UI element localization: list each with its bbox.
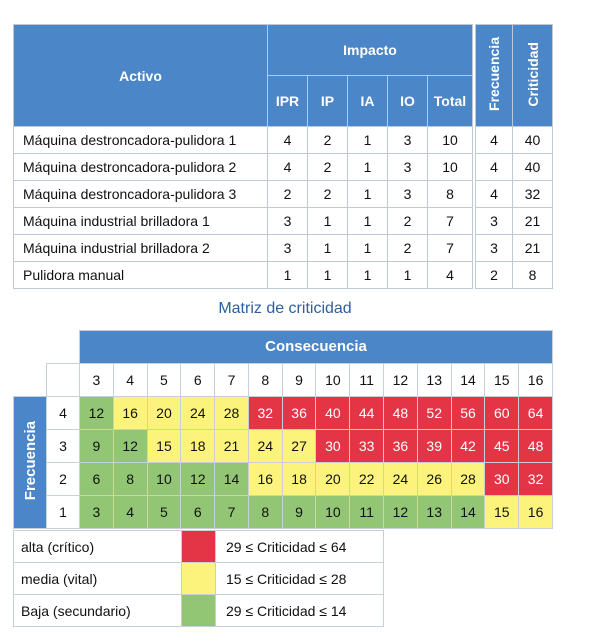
matrix-cell: 26 xyxy=(417,462,451,495)
matrix-row xyxy=(14,396,553,429)
cell-criticidad: 32 xyxy=(513,181,553,208)
table-row xyxy=(14,235,553,262)
matrix-corner-4 xyxy=(47,363,80,396)
cell-io: 1 xyxy=(388,262,428,289)
matrix-cell: 20 xyxy=(147,396,181,429)
asset-name: Máquina destroncadora-pulidora 1 xyxy=(14,127,268,154)
frecuencia-axis-text: Frecuencia xyxy=(21,420,39,501)
asset-name: Pulidora manual xyxy=(14,262,268,289)
matrix-cell: 33 xyxy=(350,429,384,462)
legend-label: Baja (secundario) xyxy=(14,595,182,627)
cell-ia: 1 xyxy=(348,181,388,208)
cell-criticidad: 21 xyxy=(513,235,553,262)
matrix-cell: 10 xyxy=(147,462,181,495)
cell-frecuencia: 2 xyxy=(476,262,513,289)
legend-swatch xyxy=(182,563,216,595)
matrix-cell: 52 xyxy=(417,396,451,429)
frecuencia-header xyxy=(476,25,513,127)
matrix-cell: 24 xyxy=(248,429,282,462)
cell-ip: 1 xyxy=(308,208,348,235)
matrix-cell: 16 xyxy=(113,396,147,429)
matrix-cell: 18 xyxy=(181,429,215,462)
cell-frecuencia: 3 xyxy=(476,235,513,262)
consequence-value: 3 xyxy=(80,363,114,396)
matrix-cell: 4 xyxy=(113,495,147,528)
consequence-value: 10 xyxy=(316,363,350,396)
matrix-cell: 11 xyxy=(350,495,384,528)
ipr-header: IPR xyxy=(268,76,308,127)
consequence-value: 16 xyxy=(519,363,553,396)
consequence-value: 5 xyxy=(147,363,181,396)
asset-name: Máquina industrial brilladora 2 xyxy=(14,235,268,262)
matrix-cell: 9 xyxy=(80,429,114,462)
frecuencia-axis-label xyxy=(14,396,47,528)
asset-name: Máquina destroncadora-pulidora 3 xyxy=(14,181,268,208)
cell-frecuencia: 4 xyxy=(476,154,513,181)
matrix-row xyxy=(14,429,553,462)
matrix-cell: 18 xyxy=(282,462,316,495)
matrix-cell: 12 xyxy=(181,462,215,495)
cell-frecuencia: 4 xyxy=(476,127,513,154)
cell-total: 4 xyxy=(428,262,473,289)
matrix-cell: 15 xyxy=(485,495,519,528)
matrix-cell: 44 xyxy=(350,396,384,429)
matrix-cell: 14 xyxy=(215,462,249,495)
cell-io: 3 xyxy=(388,127,428,154)
cell-ip: 2 xyxy=(308,181,348,208)
asset-name: Máquina destroncadora-pulidora 2 xyxy=(14,154,268,181)
table-row xyxy=(14,127,553,154)
consequence-row xyxy=(14,363,553,396)
matrix-cell: 48 xyxy=(519,429,553,462)
cell-ia: 1 xyxy=(348,262,388,289)
matrix-cell: 12 xyxy=(80,396,114,429)
matrix-cell: 60 xyxy=(485,396,519,429)
matrix-cell: 12 xyxy=(113,429,147,462)
matrix-cell: 10 xyxy=(316,495,350,528)
cell-total: 7 xyxy=(428,208,473,235)
cell-ip: 1 xyxy=(308,262,348,289)
legend-range: 29 ≤ Criticidad ≤ 64 xyxy=(216,531,384,563)
matrix-cell: 24 xyxy=(181,396,215,429)
cell-criticidad: 8 xyxy=(513,262,553,289)
matrix-cell: 6 xyxy=(80,462,114,495)
consequence-value: 14 xyxy=(451,363,485,396)
consequence-value: 11 xyxy=(350,363,384,396)
matrix-cell: 15 xyxy=(147,429,181,462)
matrix-corner-3 xyxy=(14,363,47,396)
matrix-cell: 39 xyxy=(417,429,451,462)
legend-body xyxy=(14,531,384,627)
cell-total: 10 xyxy=(428,154,473,181)
matrix-cell: 13 xyxy=(417,495,451,528)
cell-io: 3 xyxy=(388,181,428,208)
matrix-cell: 32 xyxy=(248,396,282,429)
criticidad-header xyxy=(513,25,553,127)
cell-criticidad: 40 xyxy=(513,154,553,181)
criticidad-header-label: Criticidad xyxy=(524,41,541,107)
cell-total: 8 xyxy=(428,181,473,208)
legend-label: alta (crítico) xyxy=(14,531,182,563)
cell-io: 2 xyxy=(388,235,428,262)
criticality-matrix xyxy=(13,330,553,529)
cell-ipr: 2 xyxy=(268,181,308,208)
criticality-table-body xyxy=(14,127,553,289)
matrix-cell: 9 xyxy=(282,495,316,528)
cell-io: 2 xyxy=(388,208,428,235)
cell-ia: 1 xyxy=(348,154,388,181)
io-header: IO xyxy=(388,76,428,127)
matrix-cell: 28 xyxy=(451,462,485,495)
cell-io: 3 xyxy=(388,154,428,181)
cell-ipr: 4 xyxy=(268,127,308,154)
matrix-corner xyxy=(14,331,47,364)
impacto-header: Impacto xyxy=(268,25,473,76)
legend-range: 29 ≤ Criticidad ≤ 14 xyxy=(216,595,384,627)
frequency-value: 1 xyxy=(47,495,80,528)
cell-total: 10 xyxy=(428,127,473,154)
matrix-cell: 21 xyxy=(215,429,249,462)
consequence-value: 7 xyxy=(215,363,249,396)
matrix-cell: 40 xyxy=(316,396,350,429)
cell-ia: 1 xyxy=(348,208,388,235)
table-row xyxy=(14,262,553,289)
matrix-cell: 16 xyxy=(248,462,282,495)
cell-ia: 1 xyxy=(348,127,388,154)
matrix-cell: 56 xyxy=(451,396,485,429)
matrix-corner-2 xyxy=(47,331,80,364)
legend-range: 15 ≤ Criticidad ≤ 28 xyxy=(216,563,384,595)
matrix-cell: 36 xyxy=(282,396,316,429)
consequence-value: 15 xyxy=(485,363,519,396)
matrix-cell: 45 xyxy=(485,429,519,462)
legend-swatch xyxy=(182,531,216,563)
activo-header: Activo xyxy=(14,25,268,127)
cell-ia: 1 xyxy=(348,235,388,262)
consequence-value: 6 xyxy=(181,363,215,396)
legend-label: media (vital) xyxy=(14,563,182,595)
matrix-cell: 32 xyxy=(519,462,553,495)
matrix-cell: 12 xyxy=(384,495,418,528)
total-header: Total xyxy=(428,76,473,127)
consequence-value: 8 xyxy=(248,363,282,396)
asset-name: Máquina industrial brilladora 1 xyxy=(14,208,268,235)
matrix-cell: 28 xyxy=(215,396,249,429)
consequence-value: 12 xyxy=(384,363,418,396)
criticality-legend xyxy=(13,530,384,627)
consequence-value: 9 xyxy=(282,363,316,396)
frecuencia-header-label: Frecuencia xyxy=(486,37,502,111)
matrix-cell: 8 xyxy=(113,462,147,495)
cell-frecuencia: 4 xyxy=(476,181,513,208)
consequence-value: 13 xyxy=(417,363,451,396)
matrix-cell: 22 xyxy=(350,462,384,495)
matrix-cell: 7 xyxy=(215,495,249,528)
matrix-cell: 24 xyxy=(384,462,418,495)
cell-ip: 2 xyxy=(308,154,348,181)
matrix-cell: 16 xyxy=(519,495,553,528)
frequency-value: 2 xyxy=(47,462,80,495)
cell-ipr: 3 xyxy=(268,208,308,235)
matrix-cell: 20 xyxy=(316,462,350,495)
legend-row xyxy=(14,595,384,627)
table-row xyxy=(14,181,553,208)
cell-ipr: 3 xyxy=(268,235,308,262)
matrix-cell: 64 xyxy=(519,396,553,429)
matrix-cell: 42 xyxy=(451,429,485,462)
matrix-cell: 6 xyxy=(181,495,215,528)
matrix-title: Matriz de criticidad xyxy=(218,300,352,317)
cell-ip: 2 xyxy=(308,127,348,154)
table-row xyxy=(14,154,553,181)
matrix-cell: 36 xyxy=(384,429,418,462)
ia-header: IA xyxy=(348,76,388,127)
frequency-value: 3 xyxy=(47,429,80,462)
matrix-row xyxy=(14,495,553,528)
criticality-table xyxy=(13,24,553,289)
table-row xyxy=(14,208,553,235)
consecuencia-header: Consecuencia xyxy=(80,331,553,364)
matrix-cell: 30 xyxy=(316,429,350,462)
legend-swatch xyxy=(182,595,216,627)
cell-total: 7 xyxy=(428,235,473,262)
legend-row xyxy=(14,531,384,563)
cell-criticidad: 40 xyxy=(513,127,553,154)
cell-frecuencia: 3 xyxy=(476,208,513,235)
legend-row xyxy=(14,563,384,595)
cell-criticidad: 21 xyxy=(513,208,553,235)
cell-ipr: 1 xyxy=(268,262,308,289)
matrix-cell: 3 xyxy=(80,495,114,528)
matrix-cell: 30 xyxy=(485,462,519,495)
matrix-cell: 14 xyxy=(451,495,485,528)
ip-header: IP xyxy=(308,76,348,127)
criticality-matrix-body xyxy=(14,331,553,529)
cell-ip: 1 xyxy=(308,235,348,262)
matrix-cell: 27 xyxy=(282,429,316,462)
cell-ipr: 4 xyxy=(268,154,308,181)
frequency-value: 4 xyxy=(47,396,80,429)
matrix-cell: 5 xyxy=(147,495,181,528)
matrix-row xyxy=(14,462,553,495)
matrix-cell: 8 xyxy=(248,495,282,528)
matrix-cell: 48 xyxy=(384,396,418,429)
consequence-value: 4 xyxy=(113,363,147,396)
